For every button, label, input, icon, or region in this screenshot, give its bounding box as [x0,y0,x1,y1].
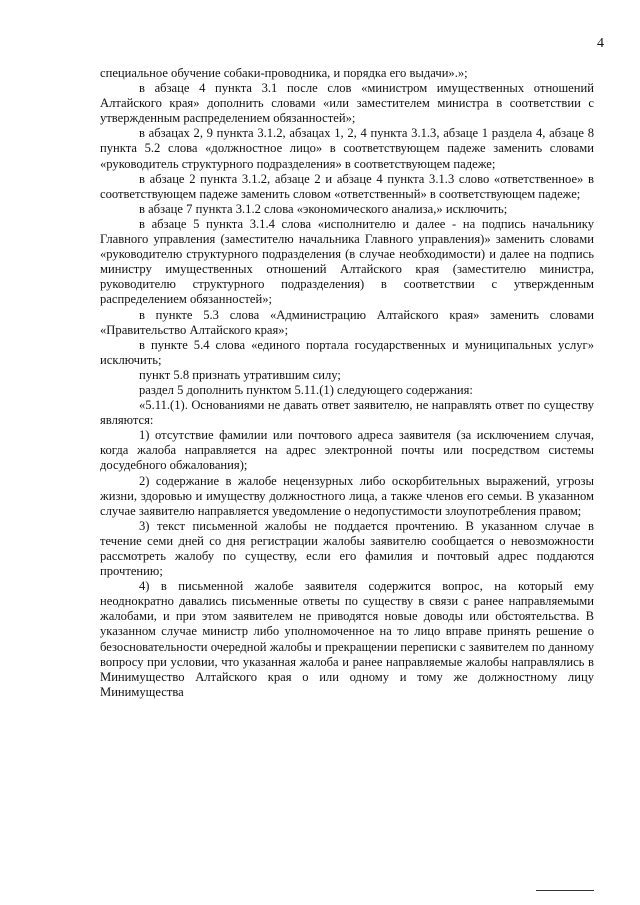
paragraph: в абзаце 2 пункта 3.1.2, абзаце 2 и абзаце 4 пункта 3.1.3 слово «ответственное» в соответствующем падеже заменить словом «ответственный» в соответствующем падеже; [100,171,594,201]
list-item: 3) текст письменной жалобы не поддается прочтению. В указанном случае в течение семи дней со дня регистрации жалобы заявителю сообщается о невозможности рассмотреть жалобу по существу, если его фамилия и почтовый адрес поддаются прочтению; [100,518,594,579]
paragraph: в пункте 5.4 слова «единого портала государственных и муниципальных услуг» исключить; [100,337,594,367]
paragraph: в абзацах 2, 9 пункта 3.1.2, абзацах 1, 2, 4 пункта 3.1.3, абзаце 1 раздела 4, абзаце 8 пункта 5.2 слова «должностное лицо» в соответствующем падеже заменить словами «руководитель структурного подразделения» в соответствующем падеже; [100,126,594,171]
list-item: 4) в письменной жалобе заявителя содержится вопрос, на который ему неоднократно давались письменные ответы по существу в связи с ранее направляемыми жалобами, и при этом заявителем не приводятся новые доводы или обстоятельства. В указанном случае министр либо уполномоченное на то лицо вправе принять решение о безосновательности очередной жалобы и прекращении переписки с заявителем по данному вопросу при условии, что указанная жалоба и ранее направляемые жалобы направлялись в Минимущество Алтайского края о или одному и тому же должностному лицу Минимущества [100,579,594,699]
paragraph: «5.11.(1). Основаниями не давать ответ заявителю, не направлять ответ по существу являются: [100,398,594,428]
paragraph: в пункте 5.3 слова «Администрацию Алтайского края» заменить словами «Правительство Алтайского края»; [100,307,594,337]
paragraph: в абзаце 7 пункта 3.1.2 слова «экономического анализа,» исключить; [139,201,508,216]
paragraph: в абзаце 5 пункта 3.1.4 слова «исполнителю и далее - на подпись начальнику Главного управления (заместителю начальника Главного управления)» заменить словами «руководителю структурного подразделения (в случае необходимости) и далее на подпись министру имущественных отношений Алтайского края (заместителю министра, руководителю структурного подразделения) в соответствии с утвержденным распределением обязанностей»; [100,216,594,307]
list-item: 1) отсутствие фамилии или почтового адреса заявителя (за исключением случая, когда жалоба направляется на адрес электронной почты или посредством системы досудебного обжалования); [100,428,594,473]
paragraph-continuation: специальное обучение собаки-проводника, и порядка его выдачи».»; [100,66,468,80]
paragraph: в абзаце 4 пункта 3.1 после слов «министром имущественных отношений Алтайского края» дополнить словами «или заместителем министра в соответствии с утвержденным распределением обязанностей»; [100,81,594,126]
paragraph: пункт 5.8 признать утратившим силу; [139,367,341,382]
page-number: 4 [597,36,604,51]
paragraph: раздел 5 дополнить пунктом 5.11.(1) следующего содержания: [139,382,473,397]
footer-rule [536,890,594,891]
document-body [100,66,594,700]
list-item: 2) содержание в жалобе нецензурных либо оскорбительных выражений, угрозы жизни, здоровью и имуществу должностного лица, а также членов его семьи. В указанном случае заявителю направляется уведомление о недопустимости злоупотребления правом; [100,473,594,518]
